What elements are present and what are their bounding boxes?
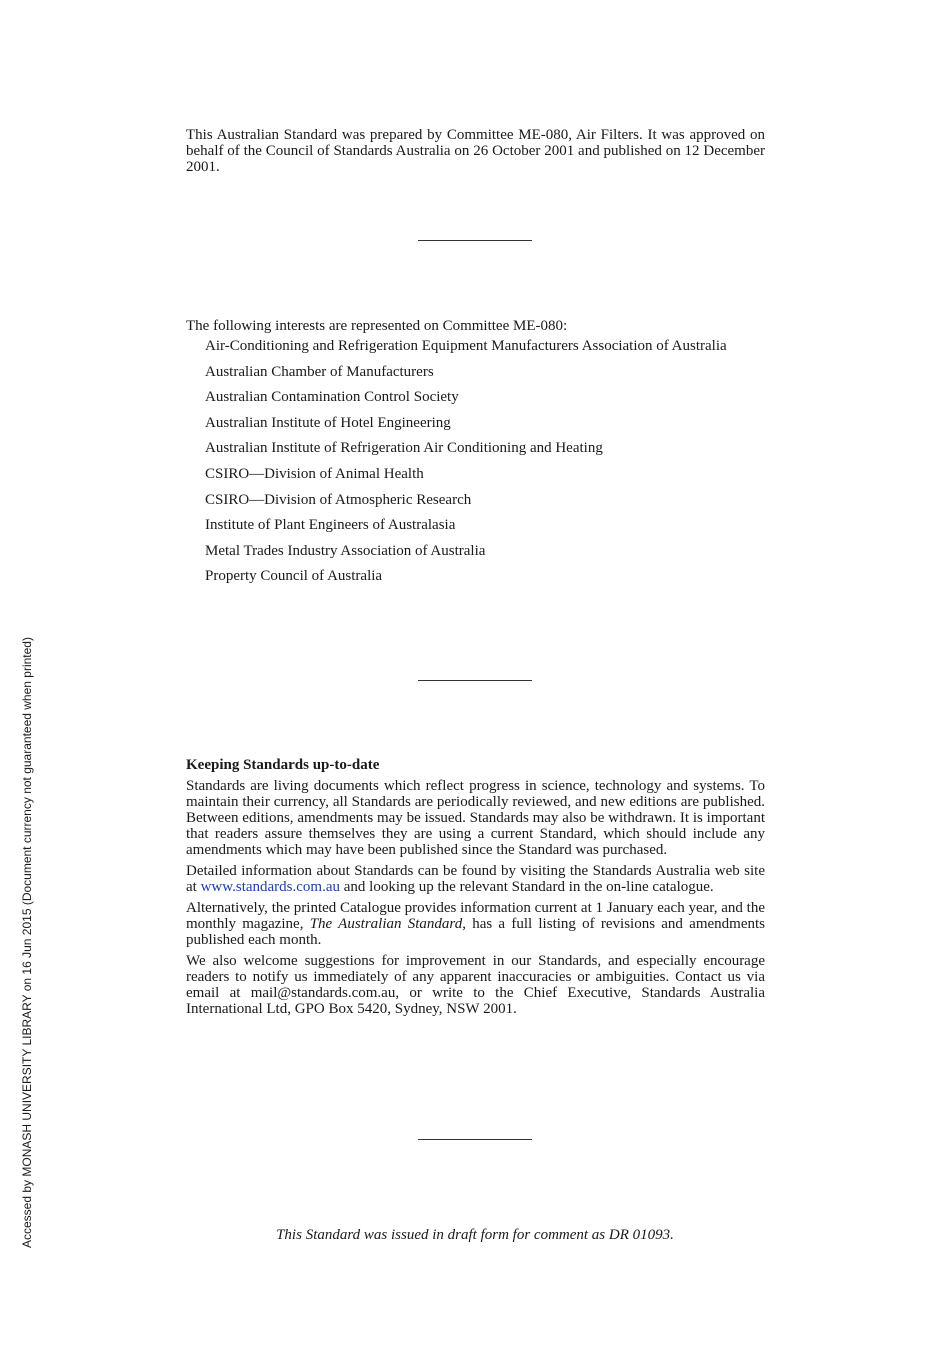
- draft-footnote: This Standard was issued in draft form for comment as DR 01093.: [276, 1227, 674, 1243]
- section-divider: [418, 680, 532, 681]
- paragraph: We also welcome suggestions for improvement in our Standards, and especially encourage readers to notify us immediately of any apparent inaccuracies or ambiguities. Contact us via email at mail@standards.com.au, or write to the Chief Executive, Standards Australia International Ltd, GPO Box 5420, Sydney, NSW 2001.: [186, 953, 765, 1017]
- access-watermark: Accessed by MONASH UNIVERSITY LIBRARY on 16 Jun 2015 (Document currency not guaranteed when printed): [20, 637, 34, 1248]
- list-item: Property Council of Australia: [205, 568, 383, 585]
- list-item: Australian Institute of Hotel Engineering: [205, 414, 451, 431]
- paragraph: Standards are living documents which reflect progress in science, technology and systems. To maintain their currency, all Standards are periodically reviewed, and new editions are published. Between editions, amendments may be issued. Standards may also be withdrawn. It is important that readers assure themselves they are using a current Standard, which should include any amendments which may have been published since the Standard was purchased.: [186, 778, 765, 858]
- list-item: Institute of Plant Engineers of Australasia: [205, 517, 456, 534]
- list-item: Australian Chamber of Manufacturers: [205, 363, 434, 380]
- website-link[interactable]: www.standards.com.au: [200, 879, 340, 895]
- section-divider: [418, 1139, 532, 1140]
- section-divider: [418, 240, 532, 241]
- list-item: Australian Contamination Control Society: [205, 389, 459, 406]
- list-item: Metal Trades Industry Association of Australia: [205, 542, 486, 559]
- committee-interests: [186, 318, 765, 590]
- interests-heading: The following interests are represented on Committee ME-080:: [186, 318, 568, 334]
- section-title: Keeping Standards up-to-date: [186, 757, 380, 773]
- list-item: Air-Conditioning and Refrigeration Equipment Manufacturers Association of Australia: [205, 338, 727, 354]
- keeping-standards-section: [186, 757, 765, 1022]
- list-item: Australian Institute of Refrigeration Air Conditioning and Heating: [205, 440, 603, 457]
- interests-list: [186, 334, 765, 590]
- list-item: CSIRO—Division of Atmospheric Research: [205, 491, 472, 508]
- approval-statement: This Australian Standard was prepared by Committee ME-080, Air Filters. It was approved on behalf of the Council of Standards Australia on 26 October 2001 and published on 12 December 2001.: [186, 127, 765, 175]
- paragraph: Detailed information about Standards can be found by visiting the Standards Australia web site at www.standards.com.au and looking up the relevant Standard in the on-line catalogue.: [186, 863, 765, 895]
- magazine-title: The Australian Standard: [309, 916, 463, 932]
- list-item: CSIRO—Division of Animal Health: [205, 465, 424, 482]
- paragraph: Alternatively, the printed Catalogue provides information current at 1 January each year, and the monthly magazine, The Australian Standard, has a full listing of revisions and amendments published each month.: [186, 900, 765, 948]
